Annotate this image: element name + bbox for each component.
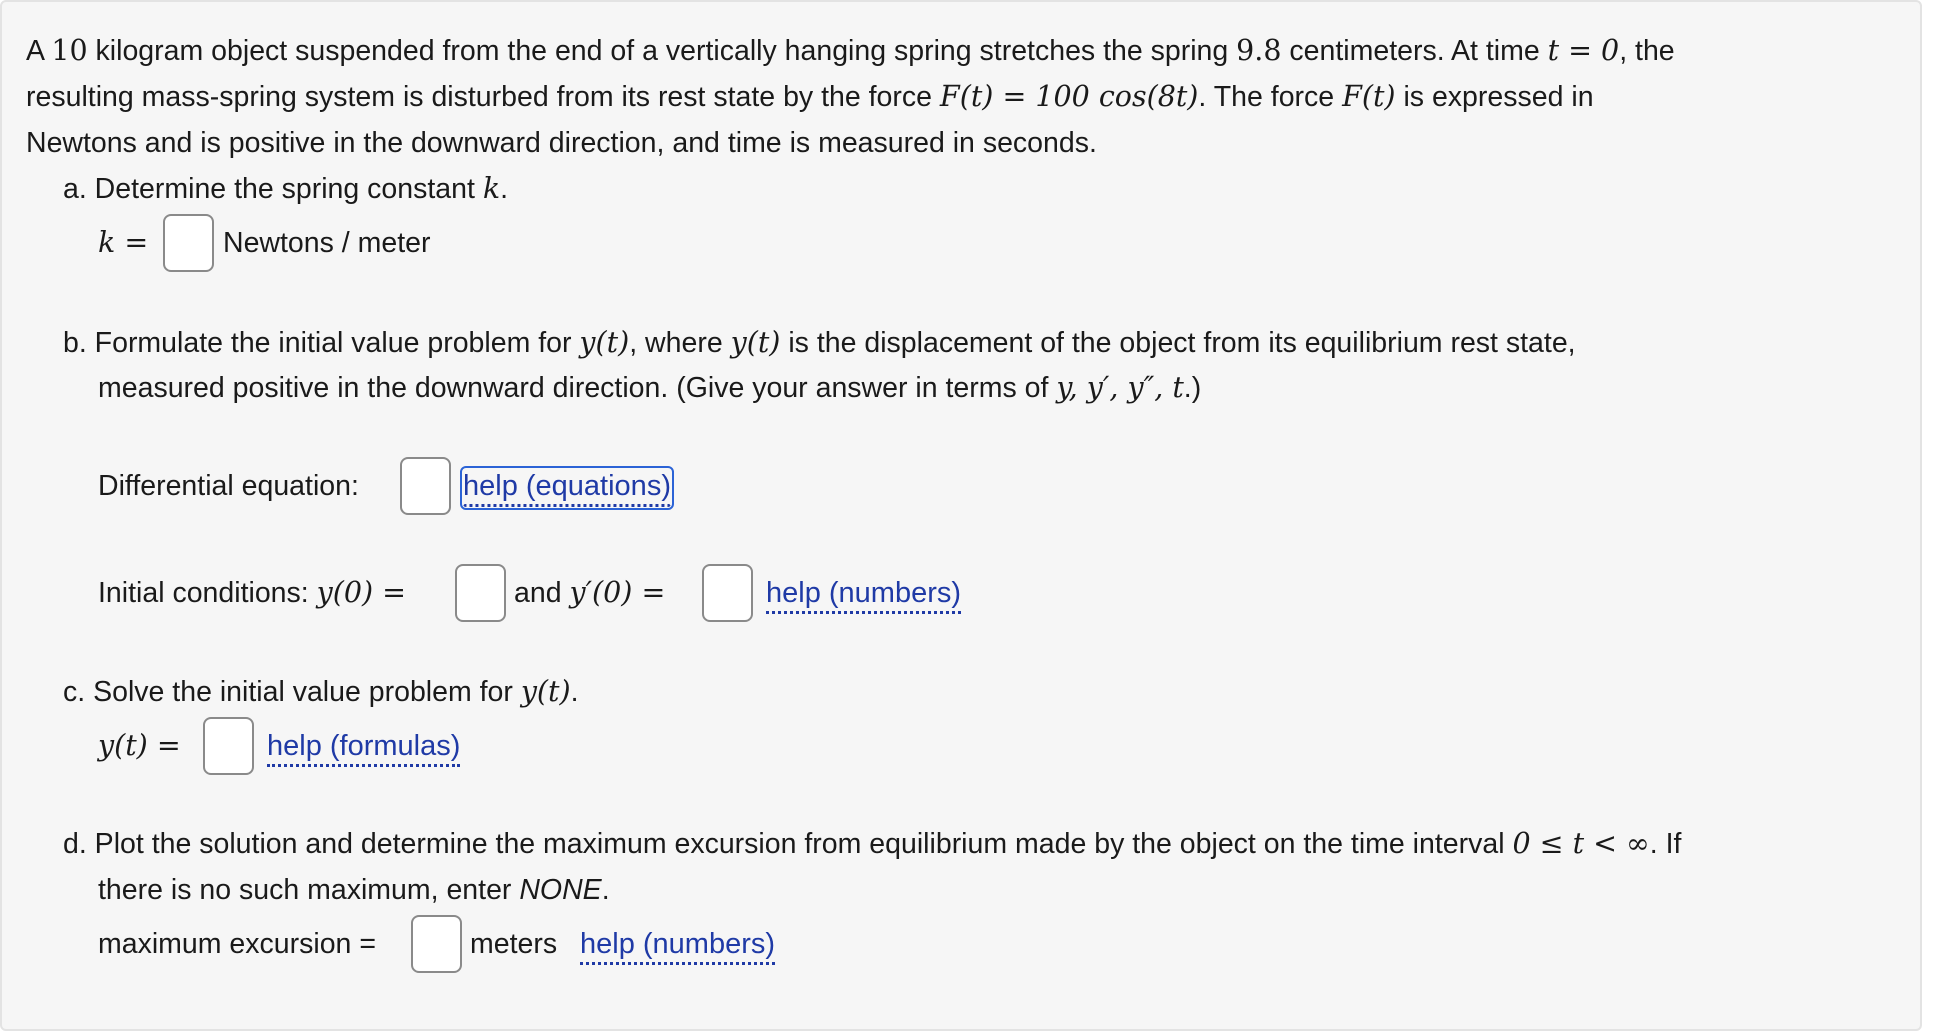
time-expression: t = 0 bbox=[1547, 34, 1620, 67]
part-d-text: there is no such maximum, enter bbox=[98, 874, 520, 906]
part-d-prompt-line-1 bbox=[63, 827, 1681, 861]
y-of-t: y(t) bbox=[520, 675, 571, 708]
y-of-t: y(t) bbox=[730, 326, 781, 359]
part-a-units: Newtons / meter bbox=[223, 227, 431, 259]
initial-conditions-row bbox=[98, 576, 406, 610]
part-d-text: . If bbox=[1649, 828, 1682, 860]
part-a-prompt bbox=[63, 172, 508, 206]
solution-input[interactable] bbox=[203, 717, 254, 775]
answer-variables: y, y′, y″, t bbox=[1056, 371, 1184, 404]
stretch-value: 9.8 bbox=[1236, 34, 1282, 67]
yp0-label: y′(0) = bbox=[569, 576, 666, 609]
max-excursion-label: maximum excursion = bbox=[98, 928, 376, 960]
spring-constant-input[interactable] bbox=[163, 214, 214, 272]
intro-line-3: Newtons and is positive in the downward direction, and time is measured in seconds. bbox=[26, 127, 1097, 159]
y-of-t: y(t) bbox=[579, 326, 630, 359]
part-a-text: a. Determine the spring constant bbox=[63, 173, 483, 205]
intro-text: resulting mass-spring system is disturbed from its rest state by the force bbox=[26, 81, 940, 113]
part-b-prompt-line-1 bbox=[63, 326, 1576, 360]
max-excursion-input[interactable] bbox=[411, 915, 462, 973]
intro-line-2 bbox=[26, 80, 1594, 114]
differential-equation-input[interactable] bbox=[400, 457, 451, 515]
part-a-lhs: k = bbox=[98, 226, 149, 259]
intro-text: . The force bbox=[1198, 81, 1343, 113]
part-b-prompt-line-2 bbox=[98, 371, 1201, 405]
de-label: Differential equation: bbox=[98, 470, 359, 502]
yp0-label-group bbox=[514, 576, 665, 610]
part-b-text: .) bbox=[1183, 372, 1202, 404]
ic-label: Initial conditions: bbox=[98, 577, 317, 609]
intro-text: A bbox=[26, 35, 52, 67]
force-symbol: F(t) bbox=[1342, 80, 1396, 113]
time-interval: 0 ≤ t < ∞ bbox=[1512, 827, 1650, 860]
part-d-text: . bbox=[601, 874, 610, 906]
intro-text: kilogram object suspended from the end of a vertically hanging spring stretches the spring bbox=[87, 35, 1237, 67]
intro-text: centimeters. At time bbox=[1281, 35, 1548, 67]
force-expression: F(t) = 100 cos(8t) bbox=[939, 80, 1199, 113]
mass-value: 10 bbox=[51, 34, 88, 67]
part-a-text: . bbox=[500, 173, 509, 205]
part-b-text: , where bbox=[629, 327, 731, 359]
help-numbers-link[interactable]: help (numbers) bbox=[766, 576, 961, 614]
intro-text: , the bbox=[1619, 35, 1675, 67]
help-numbers-link-2[interactable]: help (numbers) bbox=[580, 927, 775, 965]
max-excursion-units: meters bbox=[470, 928, 558, 960]
part-a-variable: k bbox=[482, 172, 501, 205]
y0-label: y(0) = bbox=[316, 576, 407, 609]
help-equations-link[interactable]: help (equations) bbox=[463, 469, 671, 507]
part-c-prompt bbox=[63, 675, 579, 709]
part-b-text: measured positive in the downward direction. (Give your answer in terms of bbox=[98, 372, 1057, 404]
intro-text: is expressed in bbox=[1395, 81, 1594, 113]
part-c-text: c. Solve the initial value problem for bbox=[63, 676, 521, 708]
part-d-text: d. Plot the solution and determine the maximum excursion from equilibrium made by the object on the time interval bbox=[63, 828, 1513, 860]
intro-line-1 bbox=[26, 34, 1675, 68]
help-formulas-link[interactable]: help (formulas) bbox=[267, 729, 460, 767]
y0-input[interactable] bbox=[455, 564, 506, 622]
part-d-prompt-line-2 bbox=[98, 873, 610, 907]
part-b-text: b. Formulate the initial value problem for bbox=[63, 327, 580, 359]
part-c-text: . bbox=[570, 676, 579, 708]
none-keyword: NONE bbox=[519, 874, 602, 906]
part-b-text: is the displacement of the object from its equilibrium rest state, bbox=[780, 327, 1576, 359]
yprime0-input[interactable] bbox=[702, 564, 753, 622]
part-c-lhs: y(t) = bbox=[98, 729, 181, 762]
and-text: and bbox=[514, 577, 570, 609]
